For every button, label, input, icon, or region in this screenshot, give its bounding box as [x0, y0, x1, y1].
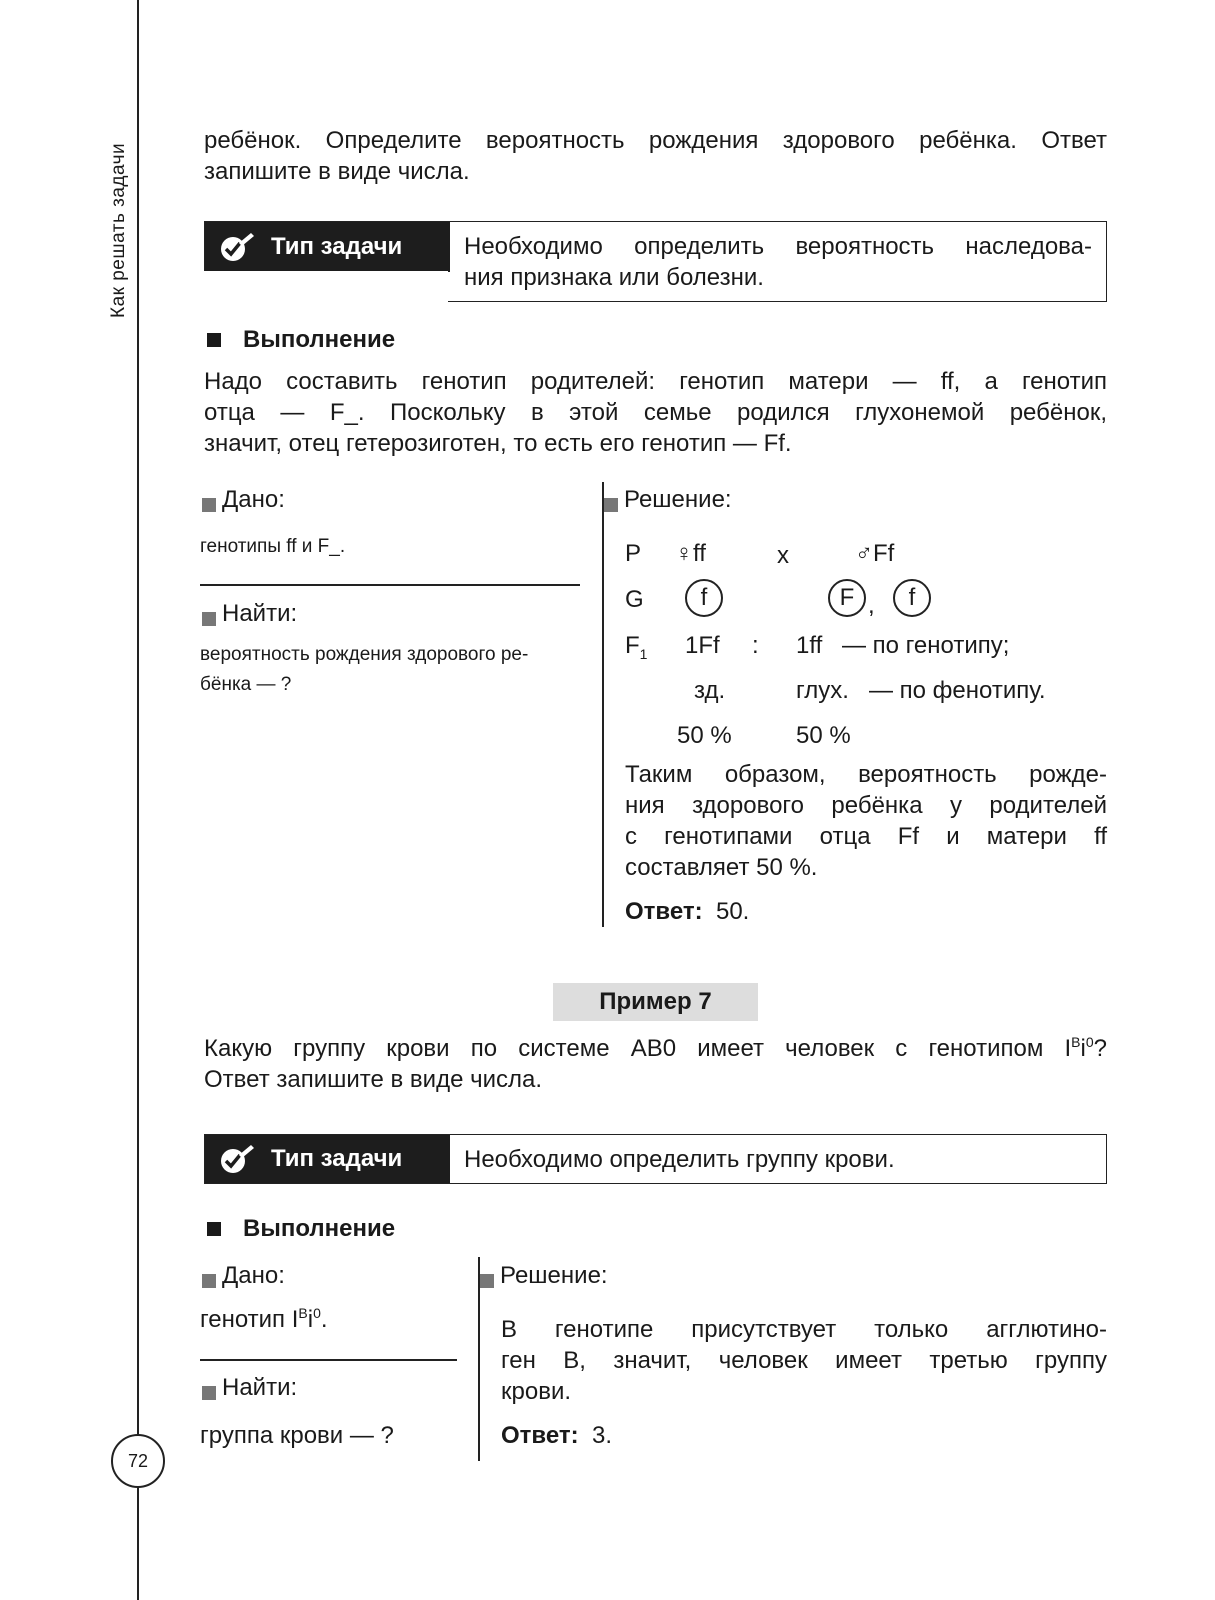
gamete-circle: F: [828, 579, 866, 617]
allele-i: i: [1080, 1035, 1086, 1062]
solution-heading-text: Решение:: [624, 486, 732, 513]
answer-label: Ответ:: [625, 898, 703, 925]
given-heading-text: Дано:: [222, 486, 285, 513]
given-end: .: [320, 1306, 328, 1333]
bullet-square: [202, 1386, 216, 1400]
task2-solution-text: [501, 1314, 1107, 1407]
by-phenotype: — по фенотипу.: [869, 677, 1046, 704]
task-type-label-text: Тип задачи: [271, 233, 403, 260]
bullet-square: [604, 498, 618, 512]
page-number: 72: [111, 1434, 165, 1488]
gamete-comma: ,: [868, 592, 875, 619]
heading-text: Выполнение: [243, 1215, 396, 1242]
section-title: Как решать задачи: [108, 142, 129, 318]
father-genotype: ♂Ff: [855, 540, 895, 567]
given-heading-text: Дано:: [222, 1262, 285, 1289]
allele-sup: B: [298, 1305, 308, 1321]
solution-heading-text: Решение:: [500, 1262, 608, 1289]
answer-value: 50.: [715, 898, 750, 925]
task1-exec-text: [204, 366, 1107, 459]
given-text: генотипы ff и F_.: [200, 536, 346, 557]
cross-symbol: x: [777, 542, 789, 569]
exec-line: отца — F_. Поскольку в этой семье родился глухонемой ребёнок,: [204, 399, 1107, 426]
f1-label: [625, 632, 647, 660]
type-line: Необходимо определить вероятность наследова-: [464, 233, 1092, 260]
find-text: группа крови — ?: [200, 1422, 394, 1449]
divider: [200, 1359, 457, 1361]
exec-line: Надо составить генотип родителей: генотип матери — ff, а генотип: [204, 368, 1107, 395]
gamete-father-1: [828, 579, 866, 617]
g-label: G: [625, 586, 644, 613]
offspring-2: 1ff: [796, 632, 823, 659]
bullet-square: [207, 1222, 221, 1236]
task-type-text: Необходимо определить группу крови.: [464, 1146, 895, 1173]
question-line: [204, 1033, 1107, 1064]
heading-text: Выполнение: [243, 326, 396, 353]
given-text: [200, 1306, 328, 1334]
answer-label: Ответ:: [501, 1422, 579, 1449]
given-heading: [202, 486, 285, 514]
phenotype-2: глух.: [796, 677, 849, 704]
gamete-circle: f: [893, 579, 931, 617]
answer-value: 3.: [591, 1422, 612, 1449]
allele-sup: 0: [1085, 1034, 1094, 1050]
find-line: вероятность рождения здорового ре-: [200, 644, 529, 665]
exec-line: значит, отец гетерозиготен, то есть его генотип — Ff.: [204, 430, 792, 457]
task1-intro: [204, 125, 1107, 187]
conclusion-line: Таким образом, вероятность рожде-: [625, 761, 1107, 788]
find-line: бёнка — ?: [200, 674, 292, 695]
f1-subscript: 1: [639, 645, 648, 662]
question-line: Ответ запишите в виде числа.: [204, 1066, 543, 1093]
answer-2: [501, 1422, 612, 1450]
by-genotype: — по генотипу;: [842, 632, 1010, 659]
phenotype-1: зд.: [694, 677, 726, 704]
conclusion-line: ния здорового ребёнка у родителей: [625, 792, 1107, 819]
divider: [200, 584, 580, 586]
find-heading: [202, 1374, 297, 1402]
task2-exec-heading: [207, 1215, 395, 1243]
bullet-square: [202, 612, 216, 626]
example-title: Пример 7: [553, 983, 758, 1021]
find-text: [200, 640, 580, 700]
task-type-label: [205, 1135, 450, 1183]
find-heading: [202, 600, 297, 628]
type-line: ния признака или болезни.: [464, 264, 764, 291]
question-text: Какую группу крови по системе АВ0 имеет человек с генотипом I: [204, 1035, 1072, 1062]
task2-type-box: [204, 1134, 1107, 1184]
task-type-label: [205, 222, 450, 272]
allele-sup: 0: [313, 1305, 321, 1321]
p-label: P: [625, 540, 642, 567]
gamete-father-2: [893, 579, 931, 617]
margin-rule: [137, 0, 139, 1600]
f1-letter: F: [625, 632, 640, 659]
gamete-circle: f: [685, 579, 723, 617]
type-label-gap: [204, 271, 448, 303]
question-mark: ?: [1093, 1035, 1107, 1062]
allele-i: i: [307, 1306, 314, 1333]
solution-line: ген В, значит, человек имеет третью группу: [501, 1347, 1107, 1374]
intro-line: запишите в виде числа.: [204, 158, 470, 185]
find-heading-text: Найти:: [222, 600, 298, 627]
solution-heading: [480, 1262, 608, 1290]
given-pre: генотип I: [200, 1306, 299, 1333]
conclusion-line: с генотипами отца Ff и матери ff: [625, 823, 1107, 850]
task2-question: [204, 1033, 1107, 1095]
bullet-square: [480, 1274, 494, 1288]
conclusion-line: составляет 50 %.: [625, 854, 818, 881]
mother-genotype: ♀ff: [675, 540, 706, 567]
task-type-text: [450, 222, 1106, 301]
intro-line: ребёнок. Определите вероятность рождения здорового ребёнка. Ответ: [204, 127, 1107, 154]
gamete-mother: [685, 579, 723, 617]
pen-check-icon: [219, 231, 255, 263]
pen-check-icon: [219, 1143, 255, 1175]
bullet-square: [202, 498, 216, 512]
task-type-label-text: Тип задачи: [271, 1145, 403, 1172]
bullet-square: [207, 333, 221, 347]
percent-1: 50 %: [677, 722, 732, 749]
given-heading: [202, 1262, 285, 1290]
percent-2: 50 %: [796, 722, 851, 749]
ratio-colon: :: [752, 632, 759, 659]
solution-line: В генотипе присутствует только агглютино-: [501, 1316, 1107, 1343]
column-divider: [602, 482, 604, 927]
conclusion: [625, 759, 1107, 883]
allele-sup: B: [1071, 1034, 1081, 1050]
answer-1: [625, 898, 749, 926]
bullet-square: [202, 1274, 216, 1288]
find-heading-text: Найти:: [222, 1374, 298, 1401]
solution-heading: [604, 486, 732, 514]
offspring-1: 1Ff: [685, 632, 720, 659]
solution-line: крови.: [501, 1378, 572, 1405]
task1-exec-heading: [207, 326, 395, 354]
